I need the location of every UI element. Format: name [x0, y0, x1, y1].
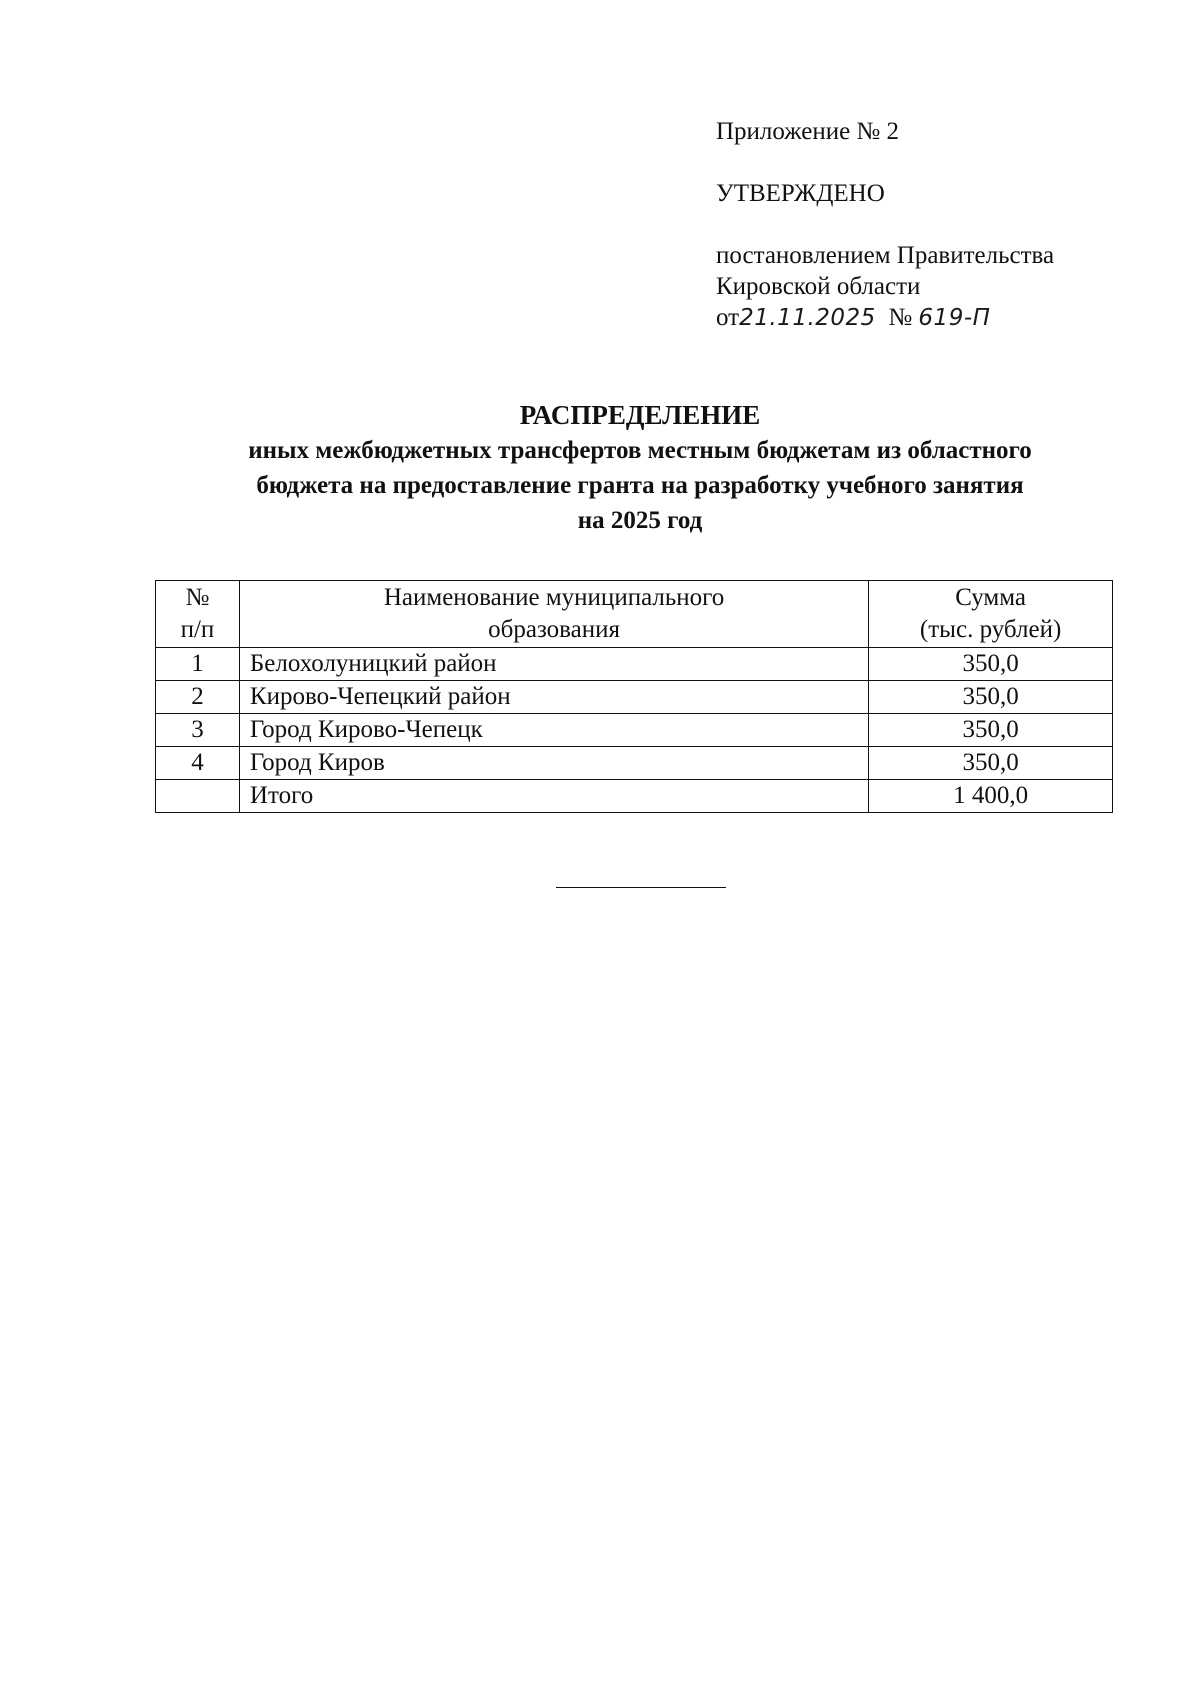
heading-line-1: иных межбюджетных трансфертов местным бюджетам из областного — [248, 437, 1032, 464]
total-number — [156, 780, 240, 813]
heading-title: РАСПРЕДЕЛЕНИЕ — [519, 400, 761, 430]
header-sum-line-1: Сумма — [955, 584, 1026, 611]
row-name: Белохолуницкий район — [239, 648, 868, 681]
header-sum — [869, 581, 1113, 648]
table-row — [156, 747, 1113, 780]
number-prefix: № — [888, 304, 913, 331]
total-label: Итого — [239, 780, 868, 813]
appendix-label: Приложение № 2 — [716, 118, 900, 145]
handwritten-date: 21.11.2025 — [739, 305, 876, 331]
header-name-line-1: Наименование муниципального — [383, 584, 725, 611]
total-row — [156, 780, 1113, 813]
row-name: Город Киров — [239, 747, 868, 780]
row-sum: 350,0 — [869, 681, 1113, 714]
row-number: 2 — [156, 681, 240, 714]
decree-date-line — [716, 302, 1054, 334]
table-row — [156, 714, 1113, 747]
row-sum: 350,0 — [869, 714, 1113, 747]
table-row — [156, 681, 1113, 714]
row-name: Кирово-Чепецкий район — [239, 681, 868, 714]
decree-line-1: постановлением Правительства — [716, 242, 1055, 269]
header-sum-line-2: (тыс. рублей) — [919, 616, 1062, 643]
decree-line-2: Кировской области — [716, 273, 921, 300]
row-number: 4 — [156, 747, 240, 780]
table-row — [156, 648, 1113, 681]
approved-label: УТВЕРЖДЕНО — [716, 180, 885, 207]
approval-block — [716, 116, 1054, 334]
row-name: Город Кирово-Чепецк — [239, 714, 868, 747]
distribution-table — [155, 580, 1113, 813]
header-name — [239, 581, 868, 648]
total-sum: 1 400,0 — [869, 780, 1113, 813]
heading-line-2: бюджета на предоставление гранта на разработку учебного занятия — [256, 472, 1024, 499]
heading-line-3: на 2025 год — [577, 507, 703, 534]
date-prefix: от — [716, 304, 740, 331]
row-sum: 350,0 — [869, 747, 1113, 780]
header-name-line-2: образования — [488, 616, 620, 643]
row-number: 1 — [156, 648, 240, 681]
row-sum: 350,0 — [869, 648, 1113, 681]
header-number-line-2: п/п — [180, 616, 215, 643]
header-number — [156, 581, 240, 648]
header-number-line-1: № — [185, 584, 210, 611]
closing-divider — [556, 887, 726, 888]
row-number: 3 — [156, 714, 240, 747]
document-heading — [150, 398, 1130, 538]
handwritten-number: 619-П — [918, 305, 991, 331]
table-header-row — [156, 581, 1113, 648]
